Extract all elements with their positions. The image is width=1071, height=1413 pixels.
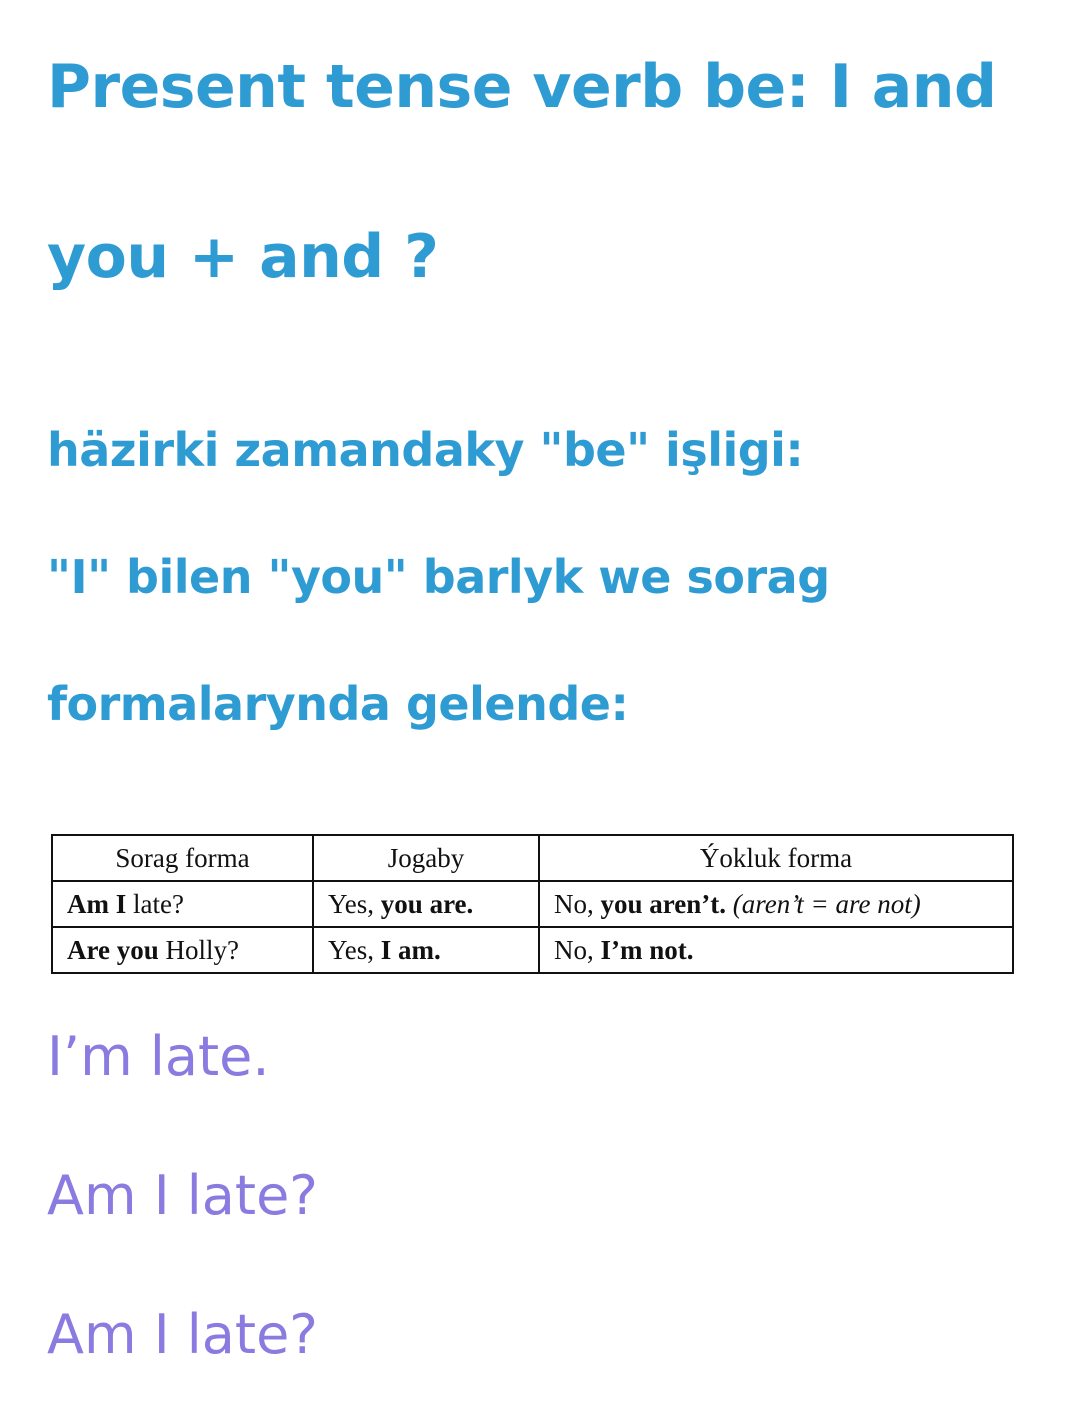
example-sentence-3: Am I late? xyxy=(47,1303,318,1366)
table-header-row xyxy=(52,835,1013,881)
example-sentence-1: I’m late. xyxy=(47,1025,270,1088)
negative-cell: No, I’m not. xyxy=(539,927,1013,973)
answer-cell: Yes, I am. xyxy=(313,927,539,973)
header-question-form: Sorag forma xyxy=(52,835,313,881)
subtitle-line-1: häzirki zamandaky "be" işligi: xyxy=(47,423,804,477)
question-cell: Are you Holly? xyxy=(52,927,313,973)
grammar-table xyxy=(51,834,1014,974)
subtitle-line-3: formalarynda gelende: xyxy=(47,677,629,731)
table-row xyxy=(52,881,1013,927)
subtitle-line-2: "I" bilen "you" barlyk we sorag xyxy=(47,550,830,604)
table-row xyxy=(52,927,1013,973)
question-cell: Am I late? xyxy=(52,881,313,927)
negative-cell: No, you aren’t. (aren’t = are not) xyxy=(539,881,1013,927)
header-answer: Jogaby xyxy=(313,835,539,881)
page-title-line-1: Present tense verb be: I and xyxy=(47,52,997,122)
example-sentence-2: Am I late? xyxy=(47,1164,318,1227)
answer-cell: Yes, you are. xyxy=(313,881,539,927)
page-title-line-2: you + and ? xyxy=(47,222,439,292)
header-negative-form: Ýokluk forma xyxy=(539,835,1013,881)
